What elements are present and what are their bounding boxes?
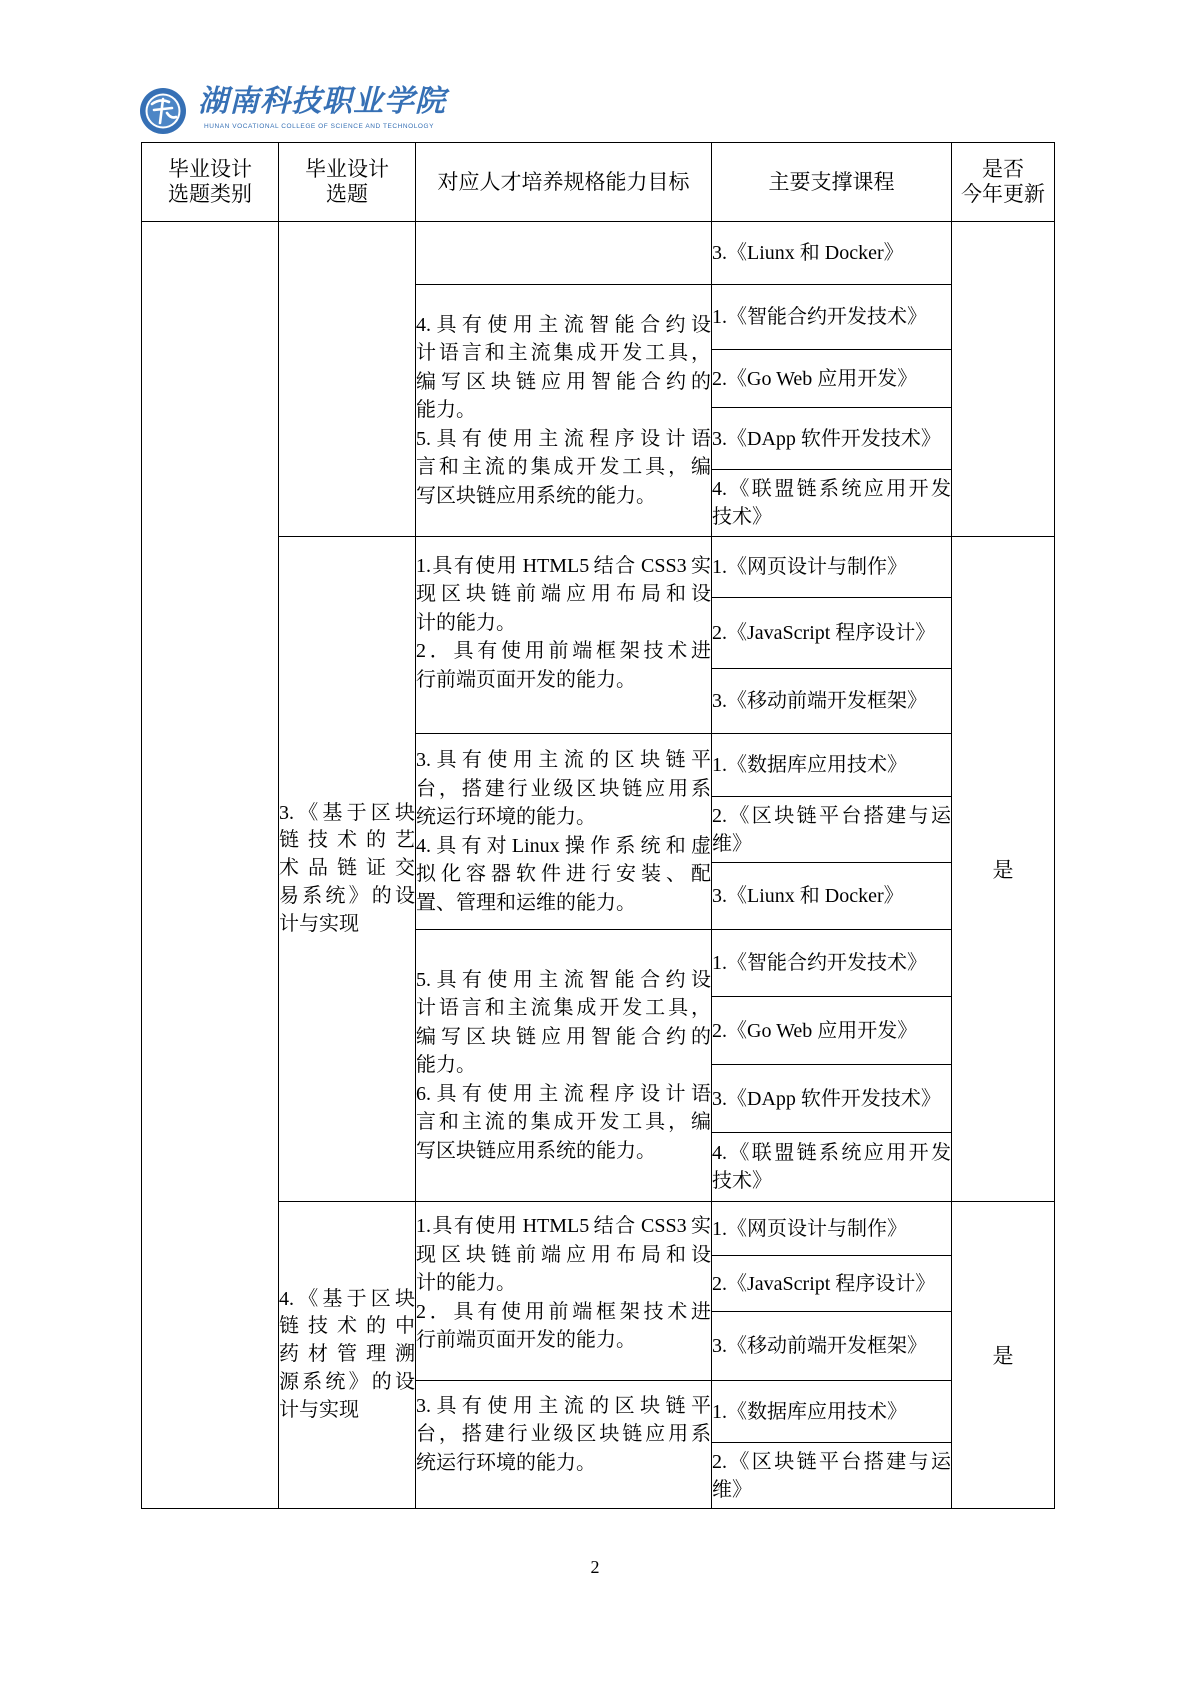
goal-line: 言和主流的集成开发工具，编 (416, 456, 711, 479)
goal-line: 计的能力。 (416, 1272, 516, 1295)
topic-line: 计与实现 (279, 1398, 359, 1421)
course-cell (712, 1202, 952, 1256)
course-line: 技术》 (712, 1170, 772, 1192)
school-name-en: HUNAN VOCATIONAL COLLEGE OF SCIENCE AND TECHNOLOGY (204, 123, 435, 130)
goal-line: 台，搭建行业级区块链应用系 (416, 777, 711, 800)
header-line: 选题 (326, 182, 368, 206)
course-cell (712, 797, 952, 863)
topic-line: 链技术的中 (279, 1315, 415, 1338)
course-line: 2.《Go Web 应用开发》 (712, 1019, 918, 1042)
course-cell (712, 1312, 952, 1381)
course-line: 维》 (712, 1478, 752, 1501)
goal-line: 写区块链应用系统的能力。 (416, 484, 656, 507)
table-body (142, 222, 1055, 1509)
school-name-cn: 湖南科技职业学院 (198, 84, 446, 119)
course-cell (712, 734, 952, 797)
goal-paragraph (416, 425, 711, 511)
header-topic (279, 143, 416, 222)
goal-line: 4.具有对Linux操作系统和虚 (416, 834, 711, 857)
header-ability-goal (416, 143, 712, 222)
course-line: 4.《联盟链系统应用开发 (712, 478, 951, 500)
header-line: 毕业设计 (168, 157, 252, 181)
table-row (142, 537, 1055, 598)
course-cell (712, 350, 952, 408)
course-line: 2.《区块链平台搭建与运 (712, 804, 951, 827)
course-cell (712, 1256, 952, 1312)
topic-line: 计与实现 (279, 912, 359, 935)
goal-paragraph (416, 966, 711, 1080)
course-cell (712, 408, 952, 470)
course-line: 1.《数据库应用技术》 (712, 754, 907, 776)
course-cell (712, 669, 952, 734)
course-line: 技术》 (712, 506, 772, 528)
goal-line: 台，搭建行业级区块链应用系 (416, 1423, 711, 1446)
goal-line: 行前端页面开发的能力。 (416, 668, 636, 691)
header-line: 主要支撑课程 (768, 169, 895, 194)
course-cell (712, 863, 952, 930)
goal-line: 置、管理和运维的能力。 (416, 891, 636, 914)
course-line: 1.《数据库应用技术》 (712, 1400, 907, 1423)
topic-line: 3.《基于区块 (279, 801, 415, 824)
goal-line: 计的能力。 (416, 611, 516, 634)
goal-paragraph (416, 552, 711, 638)
course-line: 3.《Liunx 和 Docker》 (712, 242, 904, 264)
update-cell: 是 (952, 1202, 1055, 1509)
header-line: 今年更新 (961, 182, 1045, 206)
goal-cell (416, 222, 712, 285)
header-line: 对应人才培养规格能力目标 (437, 169, 690, 194)
course-line: 4.《联盟链系统应用开发 (712, 1142, 951, 1164)
goal-line: 现区块链前端应用布局和设 (416, 1243, 711, 1266)
goal-line: 5.具有使用主流程序设计语 (416, 427, 711, 450)
course-line: 维》 (712, 832, 752, 855)
course-line: 1.《网页设计与制作》 (712, 1217, 907, 1240)
course-cell (712, 930, 952, 997)
topic-line: 源系统》的设 (279, 1370, 415, 1393)
course-cell (712, 1133, 952, 1202)
course-cell (712, 1443, 952, 1509)
goal-line: 1.具有使用 HTML5 结合 CSS3 实 (416, 554, 711, 577)
topic-line: 易系统》的设 (279, 884, 415, 907)
graduation-design-table (141, 142, 1055, 1509)
table-row (142, 222, 1055, 285)
header-row (142, 143, 1055, 222)
course-line: 3.《DApp 软件开发技术》 (712, 1087, 941, 1110)
goal-paragraph (416, 311, 711, 425)
course-cell (712, 1381, 952, 1443)
goal-line: 5.具有使用主流智能合约设 (416, 968, 711, 991)
goal-line: 能力。 (416, 1054, 476, 1077)
topic-line: 4.《基于区块 (279, 1287, 415, 1310)
school-logo (138, 84, 458, 136)
course-line: 2.《Go Web 应用开发》 (712, 367, 918, 390)
course-cell (712, 537, 952, 598)
course-line: 3.《移动前端开发框架》 (712, 1335, 927, 1357)
goal-line: 能力。 (416, 399, 476, 422)
header-updated (952, 143, 1055, 222)
course-cell (712, 997, 952, 1065)
header-line: 是否 (982, 157, 1024, 181)
goal-cell (416, 734, 712, 930)
goal-paragraph (416, 1392, 711, 1478)
goal-paragraph (416, 637, 711, 694)
goal-paragraph (416, 832, 711, 918)
goal-line: 6.具有使用主流程序设计语 (416, 1082, 711, 1105)
update-cell (952, 222, 1055, 537)
course-line: 1.《智能合约开发技术》 (712, 306, 927, 328)
goal-line: 2．具有使用前端框架技术进 (416, 1300, 711, 1323)
topic-cell (279, 537, 416, 1202)
goal-paragraph (416, 1212, 711, 1298)
topic-cell (279, 222, 416, 537)
topic-line: 药材管理溯 (279, 1343, 415, 1366)
course-cell (712, 470, 952, 537)
goal-line: 3.具有使用主流的区块链平 (416, 1394, 711, 1417)
table-row (142, 1202, 1055, 1256)
course-line: 2.《JavaScript 程序设计》 (712, 1272, 936, 1295)
goal-cell (416, 1381, 712, 1509)
goal-cell (416, 930, 712, 1202)
goal-line: 现区块链前端应用布局和设 (416, 583, 711, 606)
course-line: 3.《移动前端开发框架》 (712, 690, 927, 712)
goal-line: 4.具有使用主流智能合约设 (416, 313, 711, 336)
course-cell (712, 598, 952, 669)
course-cell (712, 222, 952, 285)
page-number: 2 (590, 1557, 600, 1577)
header-category (142, 143, 279, 222)
goal-line: 3.具有使用主流的区块链平 (416, 749, 711, 771)
goal-paragraph (416, 1298, 711, 1355)
goal-line: 统运行环境的能力。 (416, 1451, 596, 1474)
topic-line: 链技术的艺 (279, 829, 415, 852)
course-cell (712, 285, 952, 350)
goal-line: 统运行环境的能力。 (416, 806, 596, 828)
topic-cell (279, 1202, 416, 1509)
goal-line: 编写区块链应用智能合约的 (416, 370, 711, 393)
goal-line: 行前端页面开发的能力。 (416, 1329, 636, 1352)
goal-paragraph (416, 746, 711, 832)
goal-line: 1.具有使用 HTML5 结合 CSS3 实 (416, 1215, 711, 1238)
course-cell (712, 1065, 952, 1133)
goal-cell (416, 1202, 712, 1381)
goal-line: 计语言和主流集成开发工具， (416, 997, 711, 1020)
course-line: 1.《网页设计与制作》 (712, 556, 907, 578)
course-line: 2.《JavaScript 程序设计》 (712, 622, 936, 644)
update-cell: 是 (952, 537, 1055, 1202)
college-emblem-icon (138, 86, 188, 136)
header-line: 毕业设计 (305, 157, 389, 181)
goal-line: 言和主流的集成开发工具，编 (416, 1111, 711, 1134)
goal-line: 编写区块链应用智能合约的 (416, 1025, 711, 1048)
goal-line: 2．具有使用前端框架技术进 (416, 640, 711, 663)
header-line: 选题类别 (168, 182, 252, 206)
course-line: 2.《区块链平台搭建与运 (712, 1450, 951, 1473)
topic-line: 术品链证交 (279, 857, 415, 880)
course-line: 3.《Liunx 和 Docker》 (712, 885, 904, 907)
course-line: 3.《DApp 软件开发技术》 (712, 427, 941, 450)
goal-line: 计语言和主流集成开发工具， (416, 342, 711, 365)
category-cell (142, 222, 279, 1509)
goal-line: 写区块链应用系统的能力。 (416, 1139, 656, 1162)
goal-paragraph (416, 1080, 711, 1166)
header-courses (712, 143, 952, 222)
goal-cell (416, 285, 712, 537)
goal-cell (416, 537, 712, 734)
goal-line: 拟化容器软件进行安装、配 (416, 863, 711, 885)
course-line: 1.《智能合约开发技术》 (712, 952, 927, 974)
